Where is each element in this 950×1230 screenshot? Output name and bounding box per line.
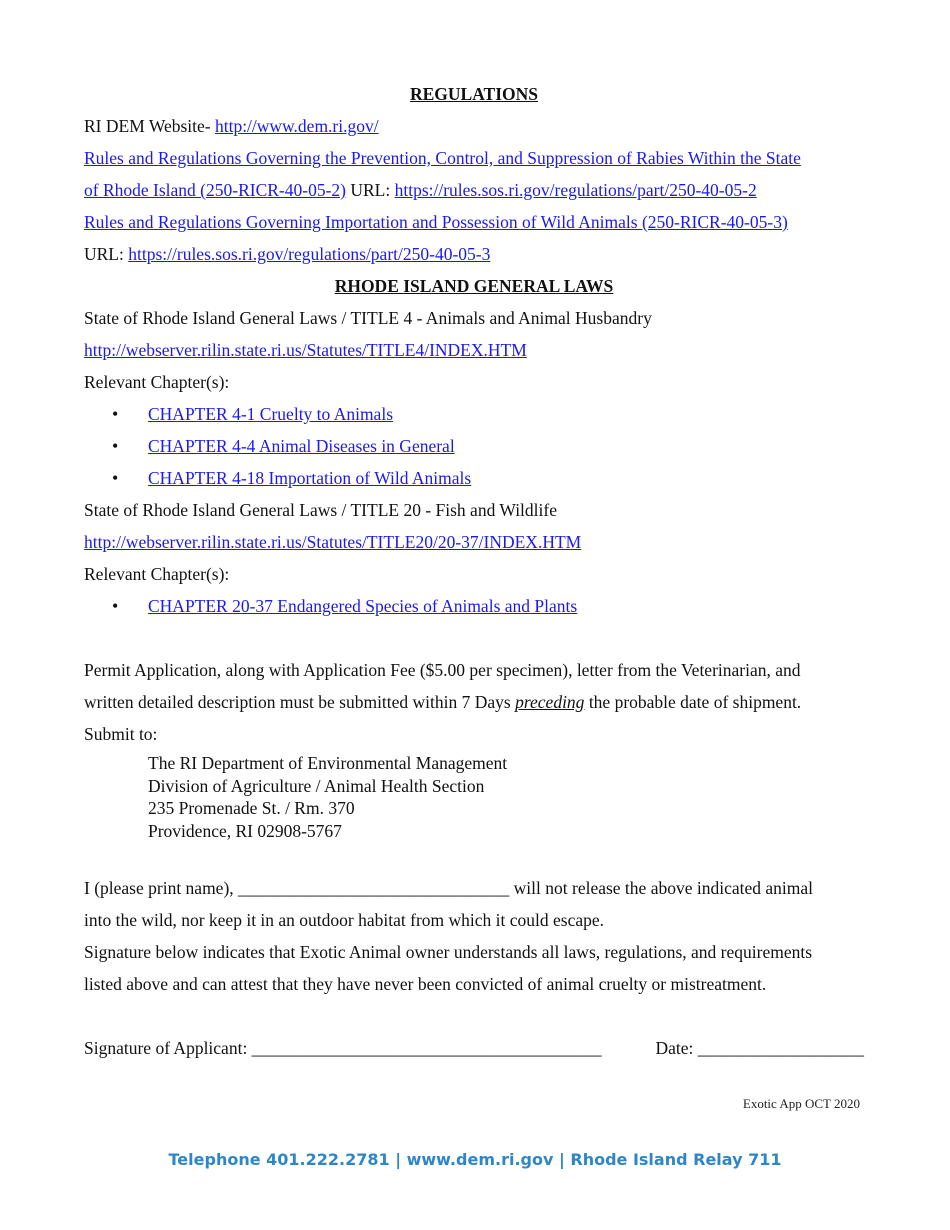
applicant-signature-field[interactable]: Signature of Applicant: ________________________________________ <box>84 1038 602 1058</box>
address-line: Providence, RI 02908-5767 <box>148 820 342 841</box>
submission-text: written detailed description must be submitted within 7 Days <box>84 692 516 712</box>
rabies-rule-url[interactable]: https://rules.sos.ri.gov/regulations/part/250-40-05-2 <box>394 180 757 200</box>
form-code: Exotic App OCT 2020 <box>742 1096 860 1111</box>
wild-rule-line <box>84 206 864 238</box>
attestation-line-4: listed above and can attest that they have never been convicted of animal cruelty or mistreatment. <box>84 974 767 994</box>
address-line: 235 Promenade St. / Rm. 370 <box>148 798 355 818</box>
title4-chapter-list <box>84 398 864 494</box>
website-label: RI DEM Website- <box>84 116 215 136</box>
mailing-address <box>84 752 864 842</box>
list-item <box>84 398 864 430</box>
relevant-chapters-label: Relevant Chapter(s): <box>84 372 230 392</box>
submit-to-label: Submit to: <box>84 724 158 744</box>
print-name-line[interactable]: I (please print name), _______________________________ will not release the above indicated animal <box>84 878 813 898</box>
wild-animals-rule-link[interactable]: Rules and Regulations Governing Importation and Possession of Wild Animals (250-RICR-40-05-3) <box>84 212 788 232</box>
address-line: Division of Agriculture / Animal Health Section <box>148 775 485 796</box>
regulations-heading: REGULATIONS <box>409 84 539 104</box>
title4-url-line <box>84 334 864 366</box>
spacer <box>84 1000 864 1032</box>
relevant-chapters-label-2: Relevant Chapter(s): <box>84 564 230 584</box>
title20-url-link[interactable]: http://webserver.rilin.state.ri.us/Statutes/TITLE20/20-37/INDEX.HTM <box>84 532 582 552</box>
dem-website-line <box>84 110 864 142</box>
list-item <box>84 590 864 622</box>
wild-rule-url-line <box>84 238 864 270</box>
chapter-20-37-link[interactable]: CHAPTER 20-37 Endangered Species of Animals and Plants <box>148 596 578 616</box>
chapter-4-4-link[interactable]: CHAPTER 4-4 Animal Diseases in General <box>148 436 455 456</box>
submission-line-1: Permit Application, along with Application Fee ($5.00 per specimen), letter from the Veterinarian, and <box>84 660 801 680</box>
signature-row <box>84 1032 864 1064</box>
dem-website-link[interactable]: http://www.dem.ri.gov/ <box>214 116 379 136</box>
preceding-emphasis: preceding <box>515 692 585 712</box>
list-item <box>84 462 864 494</box>
rabies-rule-line-2 <box>84 174 864 206</box>
rabies-rule-line-1 <box>84 142 864 174</box>
submission-text-end: the probable date of shipment. <box>584 692 802 712</box>
document-body <box>84 78 864 1064</box>
title20-url-line <box>84 526 864 558</box>
title20-chapter-list <box>84 590 864 622</box>
address-line: The RI Department of Environmental Management <box>148 753 508 773</box>
spacer <box>84 622 864 654</box>
chapter-4-1-link[interactable]: CHAPTER 4-1 Cruelty to Animals <box>148 404 393 424</box>
title4-label: State of Rhode Island General Laws / TITLE 4 - Animals and Animal Husbandry <box>84 308 652 328</box>
submission-line-2 <box>84 686 864 718</box>
title20-label: State of Rhode Island General Laws / TITLE 20 - Fish and Wildlife <box>84 500 557 520</box>
title4-url-link[interactable]: http://webserver.rilin.state.ri.us/Statutes/TITLE4/INDEX.HTM <box>84 340 527 360</box>
general-laws-heading: RHODE ISLAND GENERAL LAWS <box>334 276 614 296</box>
attestation-line-3: Signature below indicates that Exotic Animal owner understands all laws, regulations, and requirements <box>84 942 813 962</box>
date-field[interactable]: Date: ___________________ <box>655 1038 864 1058</box>
list-item <box>84 430 864 462</box>
url-label-2: URL: <box>84 244 129 264</box>
contact-footer: Telephone 401.222.2781 | www.dem.ri.gov | Rhode Island Relay 711 <box>168 1150 782 1169</box>
spacer <box>84 842 864 872</box>
rabies-rule-link[interactable]: Rules and Regulations Governing the Prevention, Control, and Suppression of Rabies Within the State <box>84 148 801 168</box>
attestation-line-2: into the wild, nor keep it in an outdoor habitat from which it could escape. <box>84 910 605 930</box>
url-label: URL: <box>345 180 395 200</box>
wild-animals-rule-url[interactable]: https://rules.sos.ri.gov/regulations/part/250-40-05-3 <box>128 244 491 264</box>
rabies-rule-link-cont[interactable]: of Rhode Island (250-RICR-40-05-2) <box>84 180 346 200</box>
chapter-4-18-link[interactable]: CHAPTER 4-18 Importation of Wild Animals <box>148 468 472 488</box>
